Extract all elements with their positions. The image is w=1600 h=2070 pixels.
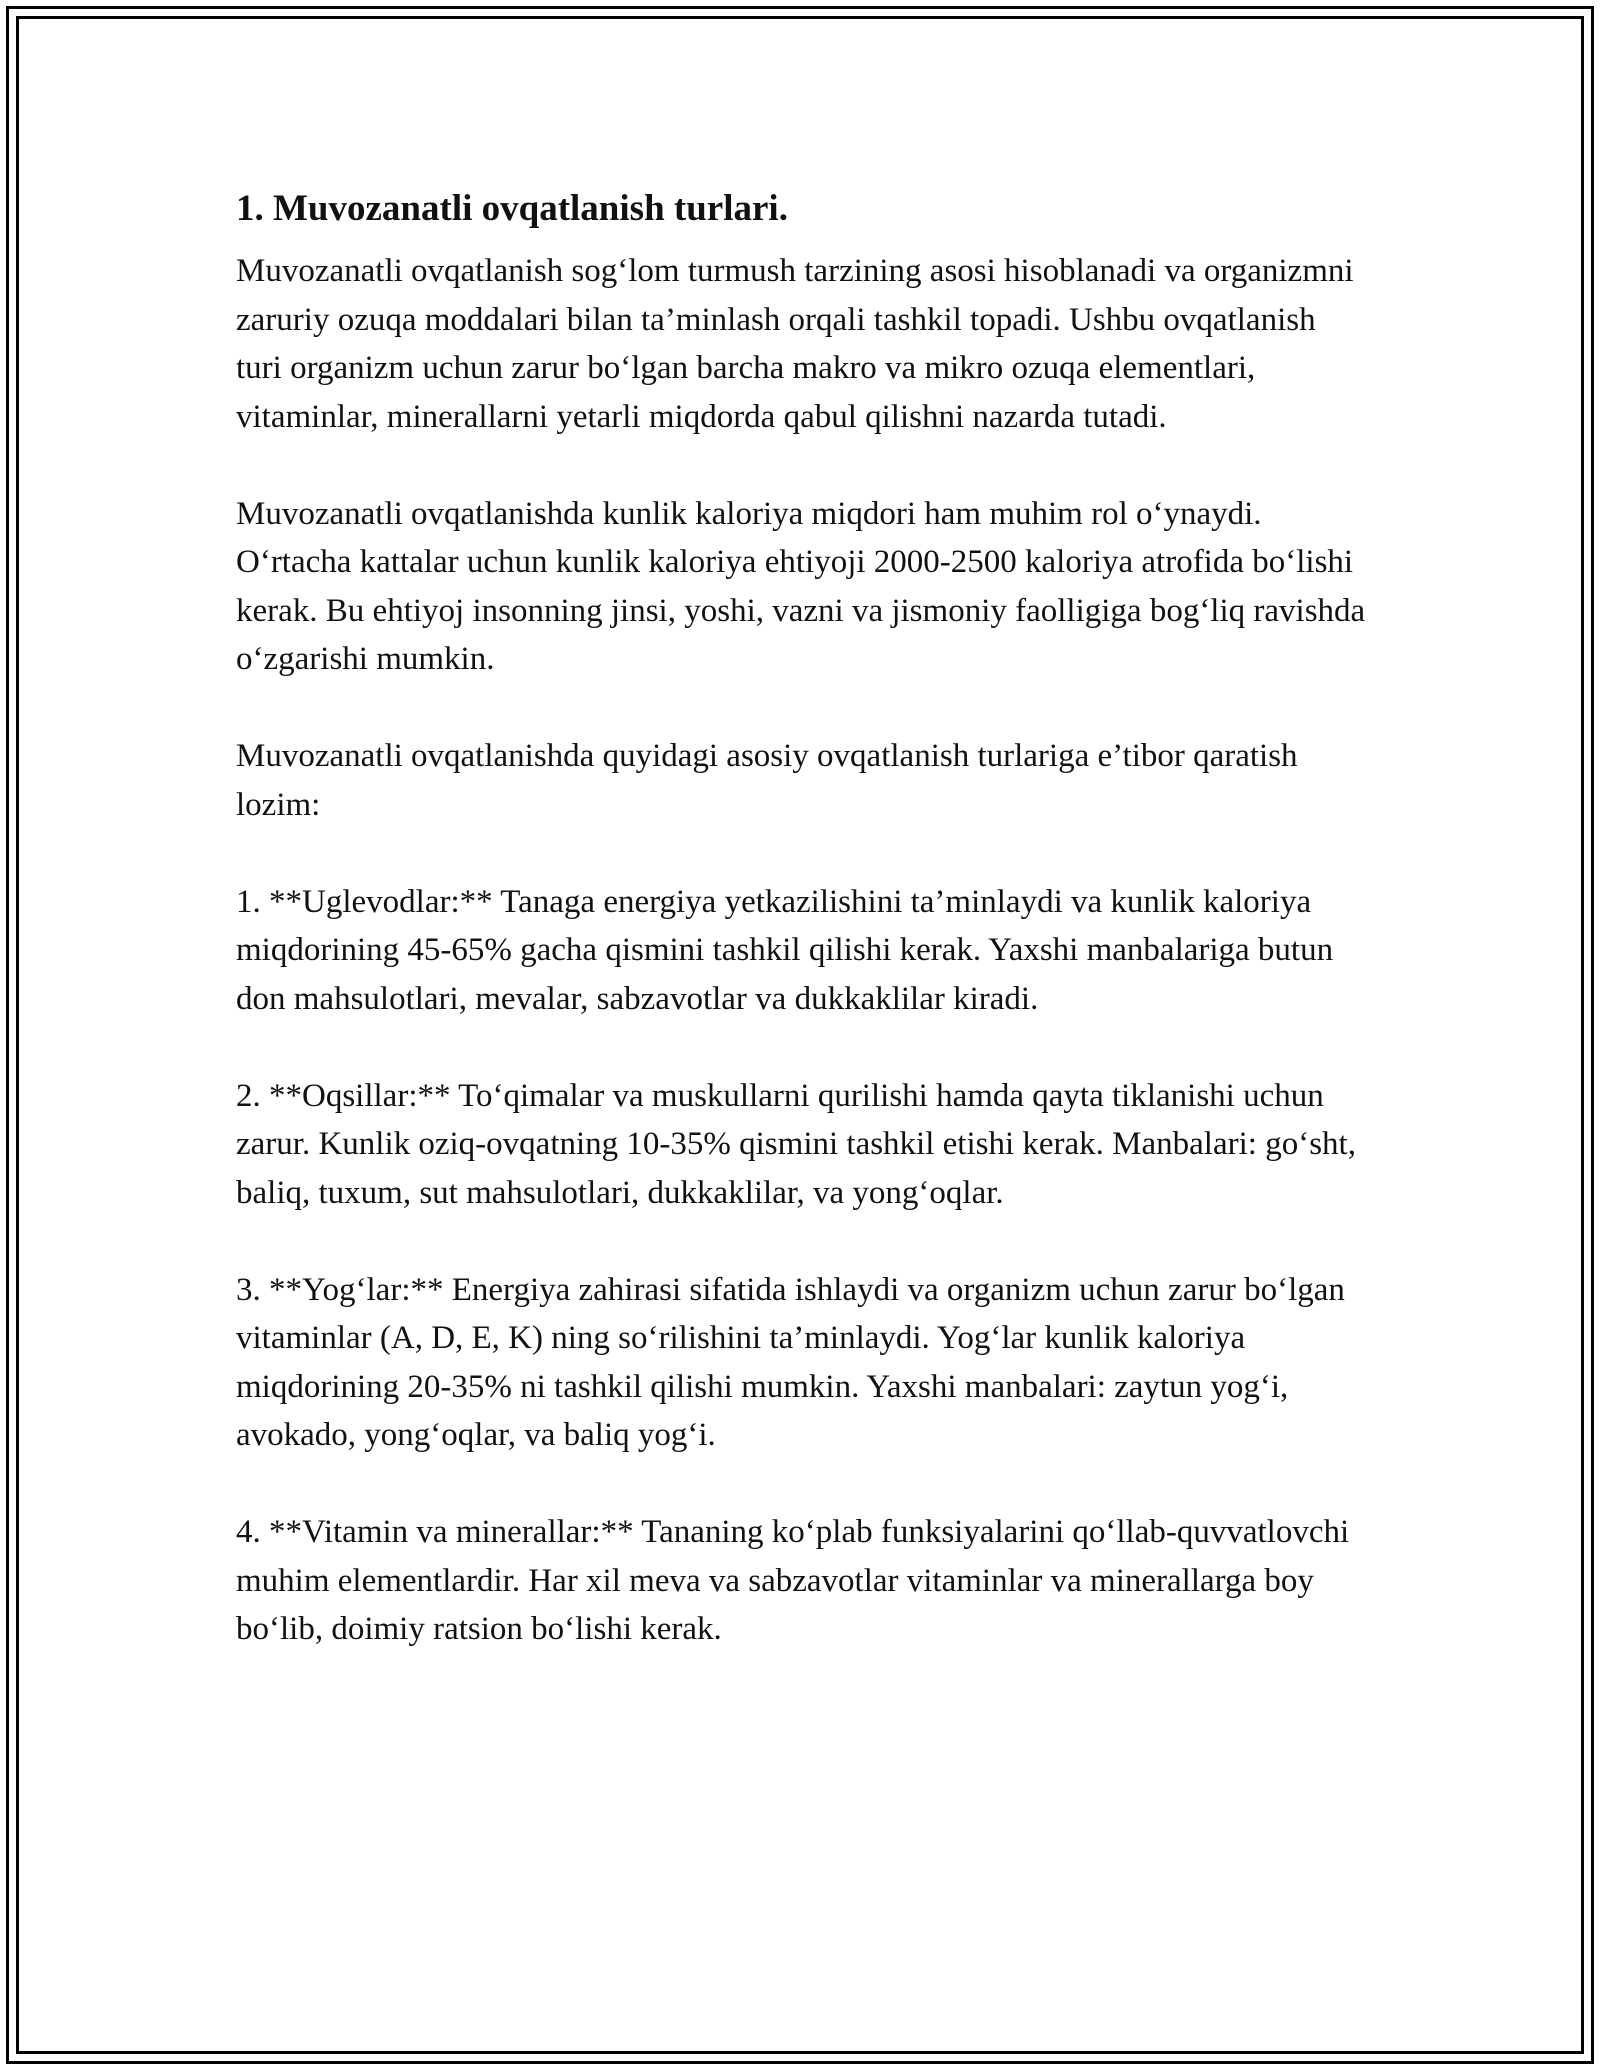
list-item-proteins: 2. **Oqsillar:** To‘qimalar va muskullarni qurilishi hamda qayta tiklanishi uchun zarur. Kunlik oziq-ovqatning 10-35% qismini tashkil etishi kerak. Manbalari: go‘sht, baliq, tuxum, sut mahsulotlari, dukkaklilar, va yong‘oqlar. — [236, 1077, 1356, 1211]
list-item-vitamins-minerals: 4. **Vitamin va minerallar:** Tananing ko‘plab funksiyalarini qo‘llab-quvvatlovchi muhim elementlardir. Har xil meva va sabzavotlar vitaminlar va minerallarga boy bo‘lib, doimiy ratsion bo‘lishi kerak. — [236, 1514, 1350, 1647]
list-item-carbohydrates: 1. **Uglevodlar:** Tanaga energiya yetkazilishini ta’minlaydi va kunlik kaloriya miqdorining 45-65% gacha qismini tashkil qilishi kerak. Yaxshi manbalariga butun don mahsulotlari, mevalar, sabzavotlar va dukkaklilar kiradi. — [236, 883, 1334, 1017]
list-item-fats: 3. **Yog‘lar:** Energiya zahirasi sifatida ishlaydi va organizm uchun zarur bo‘lgan vitaminlar (A, D, E, K) ning so‘rilishini ta’minlaydi. Yog‘lar kunlik kaloriya miqdorining 20-35% ni tashkil qilishi mumkin. Yaxshi manbalari: zaytun yog‘i, avokado, yong‘oqlar, va baliq yog‘i. — [236, 1271, 1345, 1453]
document-body — [236, 185, 1366, 1702]
paragraph-types-intro: Muvozanatli ovqatlanishda quyidagi asosiy ovqatlanish turlariga e’tibor qaratish lozim: — [236, 738, 1298, 823]
paragraph-intro: Muvozanatli ovqatlanish sog‘lom turmush tarzining asosi hisoblanadi va organizmni zaruriy ozuqa moddalari bilan ta’minlash orqali tashkil topadi. Ushbu ovqatlanish turi organizm uchun zarur bo‘lgan barcha makro va mikro ozuqa elementlari, vitaminlar, minerallarni yetarli miqdorda qabul qilishni nazarda tutadi. — [236, 253, 1354, 435]
paragraph-calories: Muvozanatli ovqatlanishda kunlik kaloriya miqdori ham muhim rol o‘ynaydi. O‘rtacha kattalar uchun kunlik kaloriya ehtiyoji 2000-2500 kaloriya atrofida bo‘lishi kerak. Bu ehtiyoj insonning jinsi, yoshi, vazni va jismoniy faolligiga bog‘liq ravishda o‘zgarishi mumkin. — [236, 495, 1366, 677]
section-heading: 1. Muvozanatli ovqatlanish turlari. — [236, 188, 788, 229]
